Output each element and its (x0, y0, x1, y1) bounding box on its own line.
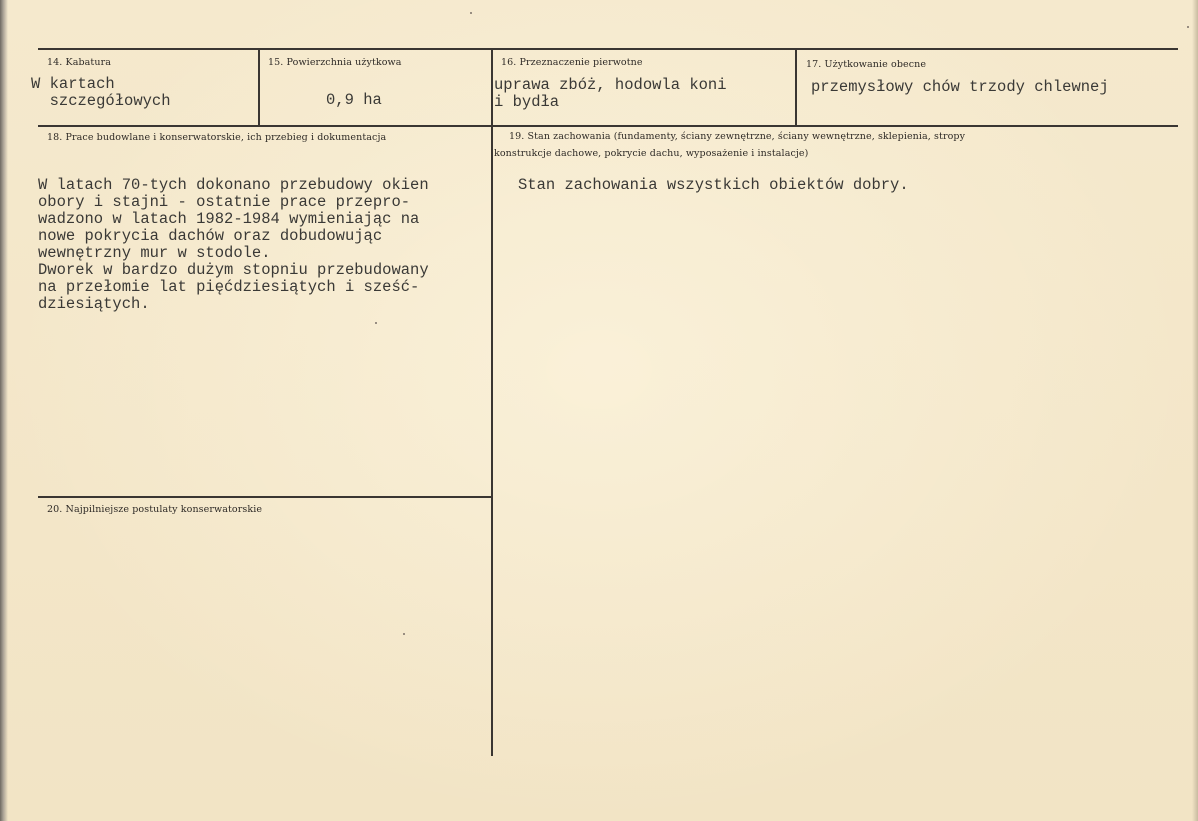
paper-speck (375, 322, 377, 324)
top-rule (38, 48, 1178, 50)
column-divider-16-17 (795, 48, 797, 126)
column-divider-main (491, 48, 493, 756)
field-18-value-line-2: obory i stajni - ostatnie prace przepro- (38, 193, 411, 211)
paper-speck (1187, 26, 1189, 28)
field-18-value-line-5: wewnętrzny mur w stodole. (38, 244, 271, 262)
scan-left-edge (0, 0, 8, 821)
field-18-value-line-1: W latach 70-tych dokonano przebudowy okien (38, 176, 429, 194)
field-16-value-line-2: i bydła (494, 93, 560, 111)
scan-right-edge (1192, 0, 1198, 821)
field-15-value: 0,9 ha (326, 91, 382, 109)
field-18-value-line-8: dziesiątych. (38, 295, 150, 313)
field-18-value-line-7: na przełomie lat pięćdziesiątych i sześć- (38, 278, 420, 296)
field-16-value-line-1: uprawa zbóż, hodowla koni (494, 76, 727, 94)
field-18-label: 18. Prace budowlane i konserwatorskie, ich przebieg i dokumentacja (47, 132, 387, 143)
field-14-label: 14. Kabatura (47, 57, 111, 68)
field-17-label: 17. Użytkowanie obecne (806, 59, 927, 70)
field-17-value: przemysłowy chów trzody chlewnej (811, 78, 1109, 96)
field-14-value-line-2: szczegółowych (31, 92, 171, 110)
paper-speck (403, 633, 405, 635)
field-14-value-line-1: W kartach (31, 75, 115, 93)
section-18-bottom-rule (38, 496, 492, 498)
field-19-label-line-1: 19. Stan zachowania (fundamenty, ściany zewnętrzne, ściany wewnętrzne, sklepienia, stropy (509, 131, 966, 142)
row-divider-rule (38, 125, 1178, 127)
column-divider-14-15 (258, 48, 260, 126)
field-18-value-line-4: nowe pokrycia dachów oraz dobudowując (38, 227, 383, 245)
field-18-value-line-3: wadzono w latach 1982-1984 wymieniając na (38, 210, 420, 228)
field-18-value-line-6: Dworek w bardzo dużym stopniu przebudowany (38, 261, 429, 279)
field-15-label: 15. Powierzchnia użytkowa (268, 57, 402, 68)
field-20-label: 20. Najpilniejsze postulaty konserwatorskie (47, 504, 263, 515)
field-19-value: Stan zachowania wszystkich obiektów dobry. (518, 176, 909, 194)
field-19-label-line-2: konstrukcje dachowe, pokrycie dachu, wyposażenie i instalacje) (494, 148, 809, 159)
paper-speck (470, 12, 472, 14)
field-16-label: 16. Przeznaczenie pierwotne (501, 57, 643, 68)
